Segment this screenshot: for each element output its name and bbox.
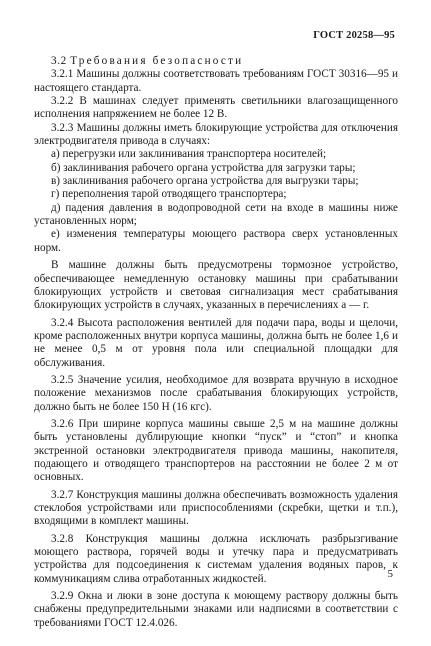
list-item-a: а) перегрузки или заклинивания транспортера носителей;: [51, 148, 327, 161]
list-item-g: г) переполнения тарой отводящего транспортера;: [51, 188, 287, 201]
paragraph-brake-device: В машине должны быть предусмотрены тормозное устройство, обеспечивающее немедленную остановку машины при срабатывании блокирующих устройств и световая сигнализация мест срабатывания блокирующих устройств в случаях, указанных в перечислениях а — г.: [34, 259, 398, 312]
paragraph-3-2-9: 3.2.9 Окна и люки в зоне доступа к моющему раствору должны быть снабжены предупредительными знаками или надписями в соответствии с требованиями ГОСТ 12.4.026.: [34, 590, 398, 629]
section-number: 3.2: [51, 55, 67, 67]
paragraph-3-2-7: 3.2.7 Конструкция машины должна обеспечивать возможность удаления стеклобоя устройствами или приспособлениями (скребки, щетки и т.п.), входящими в комплект машины.: [34, 488, 398, 528]
page-number: 5: [387, 568, 393, 580]
list-item-v: в) заклинивания рабочего органа устройства для выгрузки тары;: [51, 175, 359, 188]
list-item-d: д) падения давления в водопроводной сети на входе в машины ниже установленных норм;: [34, 201, 398, 228]
list-item-e: е) изменения температуры моющего раствора сверх установленных норм.: [34, 228, 398, 254]
paragraph-3-2-8: 3.2.8 Конструкция машины должна исключать разбрызгивание моющего раствора, горячей воды и утечку пара и предусматривать устройства для подсоединения к системам удаления водяных паров, к коммуникациям слива отработанных жидкостей.: [34, 532, 398, 585]
paragraph-3-2-6: 3.2.6 При ширине корпуса машины свыше 2,5 м на машине должны быть установлены дублирующие кнопки “пуск” и “стоп” и кнопка экстренной остановки электродвигателя привода машины, накопителя, подающего и отводящего транспортеров на расстоянии не более 2 м от основных.: [34, 417, 398, 484]
document-code-header: ГОСТ 20258—95: [313, 30, 395, 41]
paragraph-3-2-3: 3.2.3 Машины должны иметь блокирующие устройства для отключения электродвигателя привода в случаях:: [34, 121, 398, 148]
section-title: Требования безопасности: [70, 55, 244, 67]
list-item-b: б) заклинивания рабочего органа устройства для загрузки тары;: [51, 161, 356, 174]
paragraph-3-2-1: 3.2.1 Машины должны соответствовать требованиям ГОСТ 30316—95 и настоящего стандарта.: [34, 68, 398, 94]
paragraph-3-2-4: 3.2.4 Высота расположения вентилей для подачи пара, воды и щелочи, кроме расположенных внутри корпуса машины, должна быть не более 1,6 и не менее 0,5 м от уровня пола или специальной площадки для обслуживания.: [34, 316, 398, 369]
document-body: [34, 55, 398, 630]
paragraph-3-2-2: 3.2.2 В машинах следует применять светильники влагозащищенного исполнения напряжением не более 12 В.: [34, 95, 398, 121]
section-heading: [34, 55, 398, 68]
paragraph-3-2-5: 3.2.5 Значение усилия, необходимое для возврата вручную в исходное положение механизмов после срабатывания блокирующих устройств, должно быть не более 150 Н (16 кгс).: [34, 373, 398, 413]
